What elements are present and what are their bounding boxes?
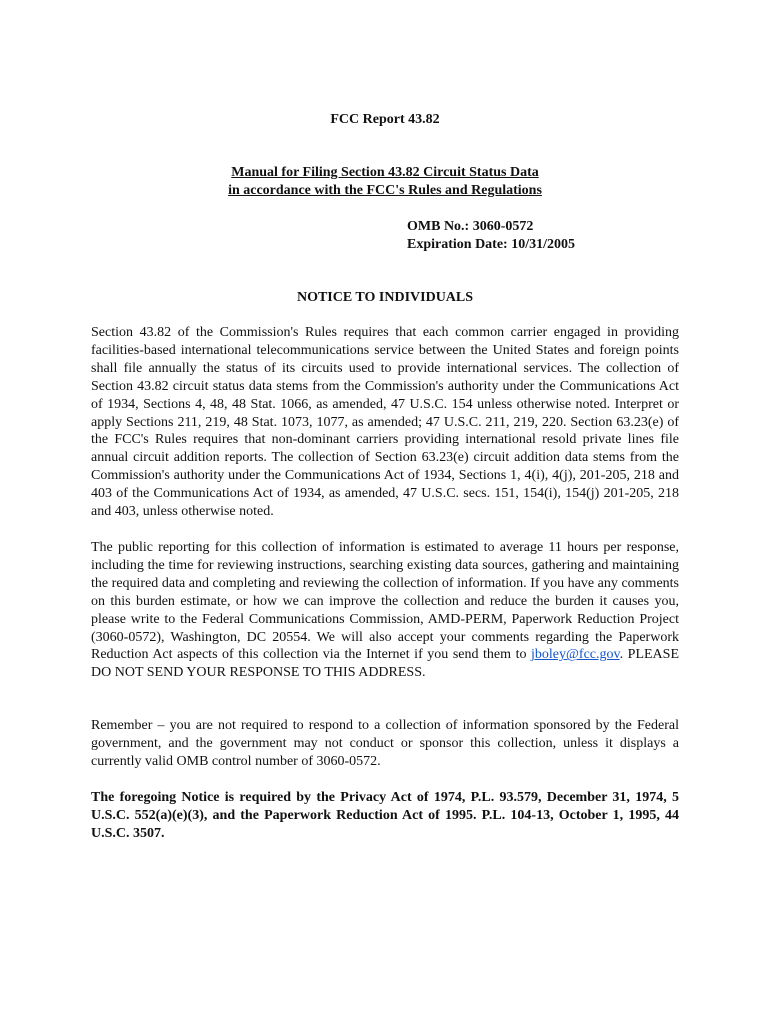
privacy-act-paragraph: The foregoing Notice is required by the Privacy Act of 1974, P.L. 93.579, December 31, 1974, 5 U.S.C. 552(a)(e)(3), and the Paperwork Reduction Act of 1995. P.L. 104-13, October 1, 1995, 44 U.S.C. 3507. xyxy=(91,790,679,841)
remember-paragraph: Remember – you are not required to respond to a collection of information sponsored by the Federal government, and the government may not conduct or sponsor this collection, unless it displays a currently valid OMB control number of 3060-0572. xyxy=(91,718,679,769)
burden-paragraph xyxy=(91,539,679,682)
notice-heading: NOTICE TO INDIVIDUALS xyxy=(296,290,474,305)
burden-text: The public reporting for this collection of information is estimated to average 11 hours per response, including the time for reviewing instructions, searching existing data sources, gathering and maintaining the required data and completing and reviewing the collection of information. If you have any comments on this burden estimate, or how we can improve the collection and reduce the burden it causes you, please write to the Federal Communications Commission, AMD-PERM, Paperwork Reduction Project (3060-0572), Washington, DC 20554. We will also accept your comments regarding the Paperwork Reduction Act aspects of this collection via the Internet if you send them to xyxy=(91,540,679,663)
authority-paragraph: Section 43.82 of the Commission's Rules requires that each common carrier engaged in providing facilities-based international telecommunications service between the United States and foreign points shall file annually the status of its circuits used to provide international services. The collection of Section 43.82 circuit status data stems from the Commission's authority under the Communications Act of 1934, Sections 4, 48, 48 Stat. 1066, as amended, 47 U.S.C. 154 unless otherwise noted. Interpret or apply Sections 211, 219, 48 Stat. 1073, 1077, as amended; 47 U.S.C. 211, 219, 220. Section 63.23(e) of the FCC's Rules requires that non-dominant carriers providing international resold private lines file annual circuit addition reports. The collection of Section 63.23(e) circuit addition data stems from the Commission's authority under the Communications Act of 1934, Sections 1, 4(i), 4(j), 201-205, 218 and 403 of the Communications Act of 1934, as amended, 47 U.S.C. secs. 151, 154(i), 154(j) 201-205, 218 and 403, unless otherwise noted. xyxy=(91,325,679,520)
manual-title-line-2: in accordance with the FCC's Rules and Regulations xyxy=(228,183,542,198)
expiration-date: Expiration Date: 10/31/2005 xyxy=(407,237,575,252)
omb-number: OMB No.: 3060-0572 xyxy=(407,219,534,234)
burden-text-end: . PLEASE DO NOT SEND YOUR RESPONSE TO THIS ADDRESS. xyxy=(91,647,679,681)
manual-title-line-1: Manual for Filing Section 43.82 Circuit Status Data xyxy=(231,165,539,180)
manual-title xyxy=(0,164,770,200)
email-link[interactable]: jboley@fcc.gov xyxy=(531,647,620,663)
omb-block xyxy=(407,218,575,254)
report-title: FCC Report 43.82 xyxy=(330,112,440,127)
